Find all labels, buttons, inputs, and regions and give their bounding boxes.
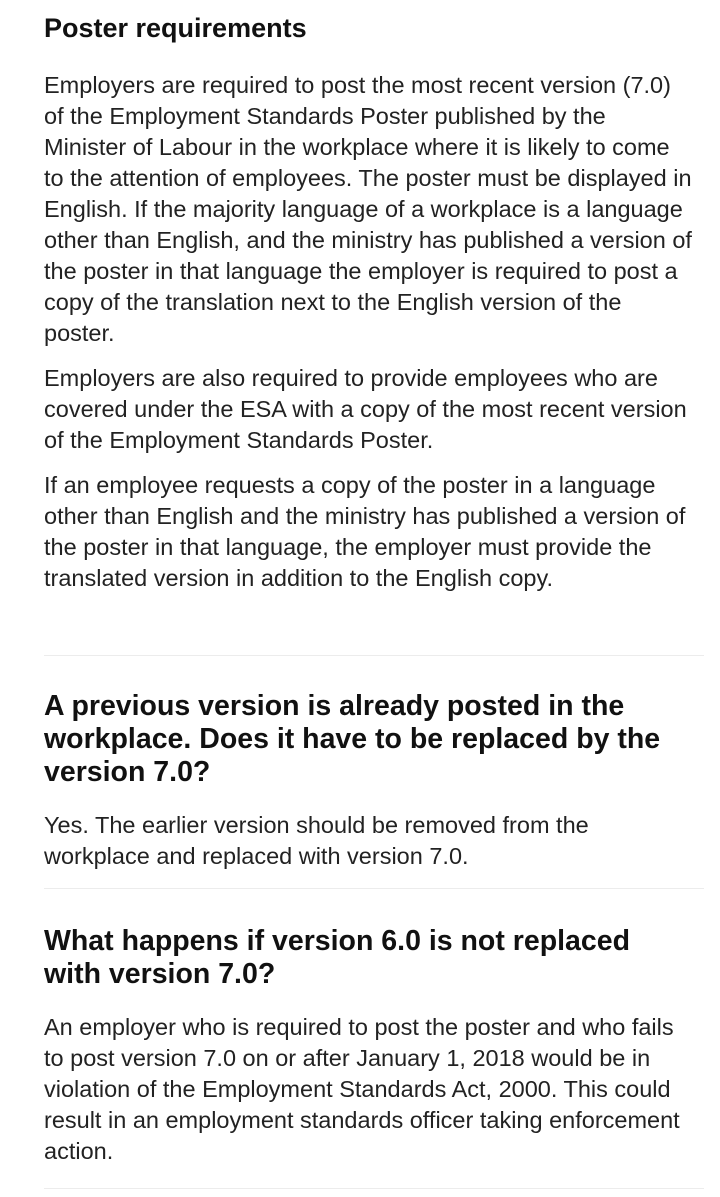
section-paragraph: Employers are required to post the most recent version (7.0) of the Employment Standards Poster published by the Minister of Labour in the workplace where it is likely to come to the attention of employees. The poster must be displayed in English. If the majority language of a workplace is a language other than English, and the ministry has published a version of the poster in that language the employer is required to post a copy of the translation next to the English version of the poster. (44, 72, 692, 346)
section-paragraph: Employers are also required to provide employees who are covered under the ESA with a copy of the most recent version of the Employment Standards Poster. (44, 365, 687, 453)
section-paragraph: Yes. The earlier version should be removed from the workplace and replaced with version 7.0. (44, 812, 589, 869)
section-divider (44, 1188, 704, 1189)
section-poster-requirements (44, 8, 694, 594)
section-divider (44, 655, 704, 656)
section-heading: Poster requirements (44, 13, 307, 43)
section-not-replaced (44, 925, 694, 1167)
section-heading: A previous version is already posted in the workplace. Does it have to be replaced by the version 7.0? (44, 690, 661, 788)
section-paragraph: If an employee requests a copy of the poster in a language other than English and the ministry has published a version of the poster in that language, the employer must provide the translated version in addition to the English copy. (44, 472, 686, 591)
section-paragraph: An employer who is required to post the poster and who fails to post version 7.0 on or after January 1, 2018 would be in violation of the Employment Standards Act, 2000. This could result in an employment standards officer taking enforcement action. (44, 1014, 680, 1164)
section-previous-version (44, 690, 694, 872)
section-heading: What happens if version 6.0 is not replaced with version 7.0? (44, 925, 630, 990)
section-divider (44, 888, 704, 889)
